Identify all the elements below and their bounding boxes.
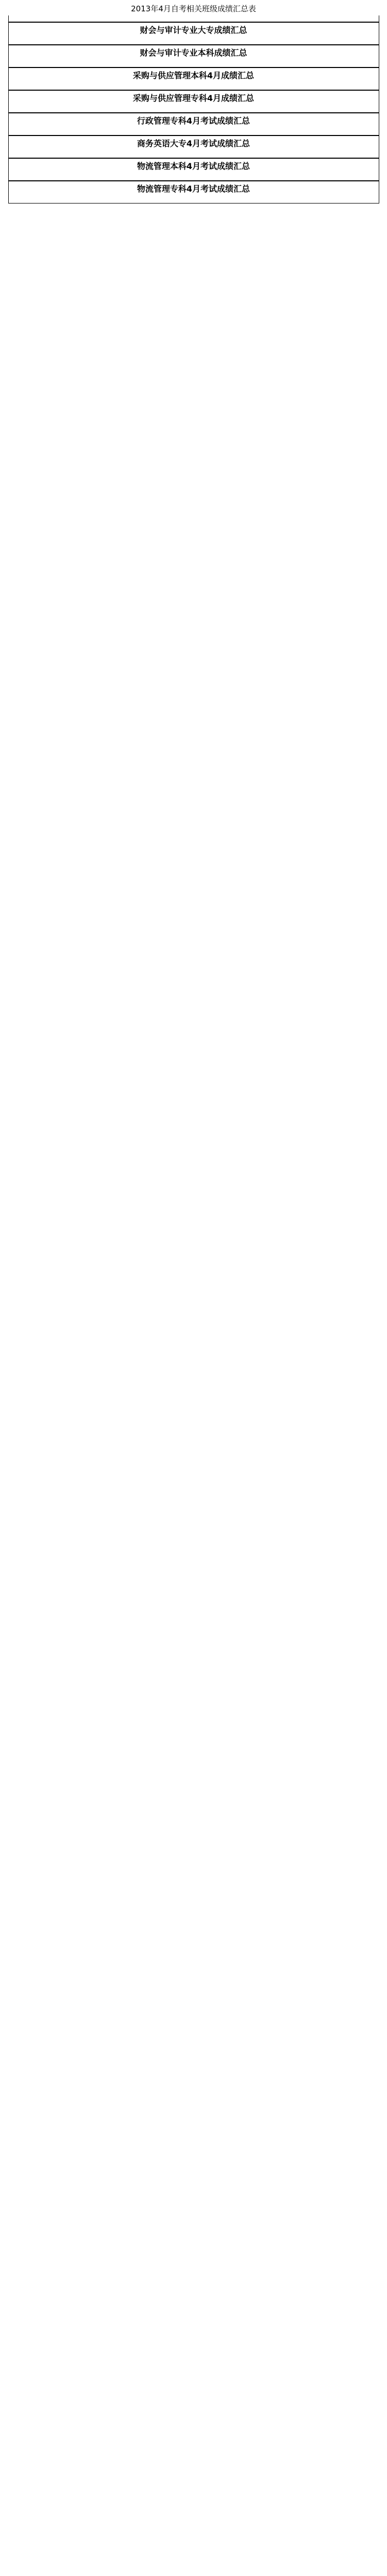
score-section xyxy=(8,45,379,67)
section-title: 物流管理专科4月考试成绩汇总 xyxy=(8,181,379,197)
status-note xyxy=(8,83,379,90)
section-title: 财会与审计专业本科成绩汇总 xyxy=(8,45,379,61)
score-sheet xyxy=(8,0,379,204)
score-section xyxy=(8,135,379,158)
score-section xyxy=(8,113,379,135)
section-title: 采购与供应管理专科4月成绩汇总 xyxy=(8,90,379,106)
status-note xyxy=(8,38,379,45)
status-note xyxy=(8,61,379,67)
score-section xyxy=(8,15,379,22)
status-note xyxy=(8,15,379,22)
section-title: 采购与供应管理本科4月成绩汇总 xyxy=(8,67,379,83)
score-section xyxy=(8,181,379,204)
section-title: 财会与审计专业大专成绩汇总 xyxy=(8,22,379,38)
status-note xyxy=(8,197,379,204)
score-section xyxy=(8,90,379,113)
score-section xyxy=(8,22,379,45)
score-section xyxy=(8,158,379,181)
status-note xyxy=(8,174,379,181)
section-title: 物流管理本科4月考试成绩汇总 xyxy=(8,158,379,174)
status-note xyxy=(8,106,379,113)
score-section xyxy=(8,67,379,90)
status-note xyxy=(8,151,379,158)
status-note xyxy=(8,129,379,135)
sections-container xyxy=(8,15,379,204)
section-title: 行政管理专科4月考试成绩汇总 xyxy=(8,113,379,129)
section-title: 商务英语大专4月考试成绩汇总 xyxy=(8,135,379,151)
page-title: 2013年4月自考相关班级成绩汇总表 xyxy=(131,4,256,13)
